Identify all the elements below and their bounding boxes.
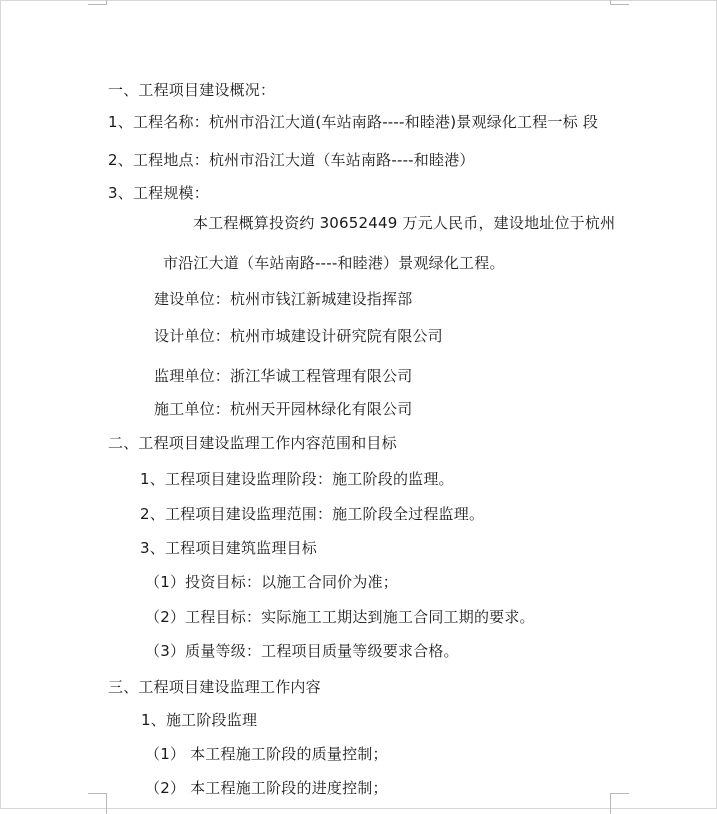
project-name: 1、工程名称：杭州市沿江大道(车站南路----和睦港)景观绿化工程一标 段: [108, 113, 599, 131]
project-location: 2、工程地点：杭州市沿江大道（车站南路----和睦港）: [108, 151, 475, 169]
list-item: （3）质量等级：工程项目质量等级要求合格。: [145, 642, 459, 660]
list-item: 2、工程项目建设监理范围：施工阶段全过程监理。: [140, 505, 485, 523]
list-item: （1）投资目标：以施工合同价为准；: [145, 573, 398, 591]
scale-paragraph-line-2: 市沿江大道（车站南路----和睦港）景观绿化工程。: [163, 254, 505, 272]
design-unit: 设计单位：杭州市城建设计研究院有限公司: [154, 327, 443, 345]
list-item: 1、工程项目建设监理阶段：施工阶段的监理。: [140, 470, 454, 488]
crop-mark-top-left: [88, 0, 107, 5]
section-heading: 一、工程项目建设概况：: [108, 81, 276, 99]
contractor-unit: 施工单位：杭州天开园林绿化有限公司: [154, 400, 413, 418]
crop-mark-bottom-left: [88, 793, 107, 814]
list-item: （2） 本工程施工阶段的进度控制；: [145, 779, 388, 797]
supervision-unit: 监理单位：浙江华诚工程管理有限公司: [154, 367, 413, 385]
list-item: 3、工程项目建筑监理目标: [140, 539, 317, 557]
list-item: （1） 本工程施工阶段的质量控制；: [145, 745, 388, 763]
section-heading: 二、工程项目建设监理工作内容范围和目标: [108, 434, 397, 452]
crop-mark-bottom-right: [610, 793, 629, 814]
section-heading: 三、工程项目建设监理工作内容: [108, 678, 321, 696]
construction-unit: 建设单位：杭州市钱江新城建设指挥部: [154, 290, 413, 308]
list-item: （2）工程目标：实际施工工期达到施工合同工期的要求。: [145, 608, 535, 626]
crop-mark-top-right: [610, 0, 629, 5]
scale-paragraph-line-1: 本工程概算投资约 30652449 万元人民币，建设地址位于杭州: [193, 214, 616, 232]
project-scale-label: 3、工程规模：: [108, 184, 209, 202]
list-item: 1、施工阶段监理: [141, 711, 258, 729]
